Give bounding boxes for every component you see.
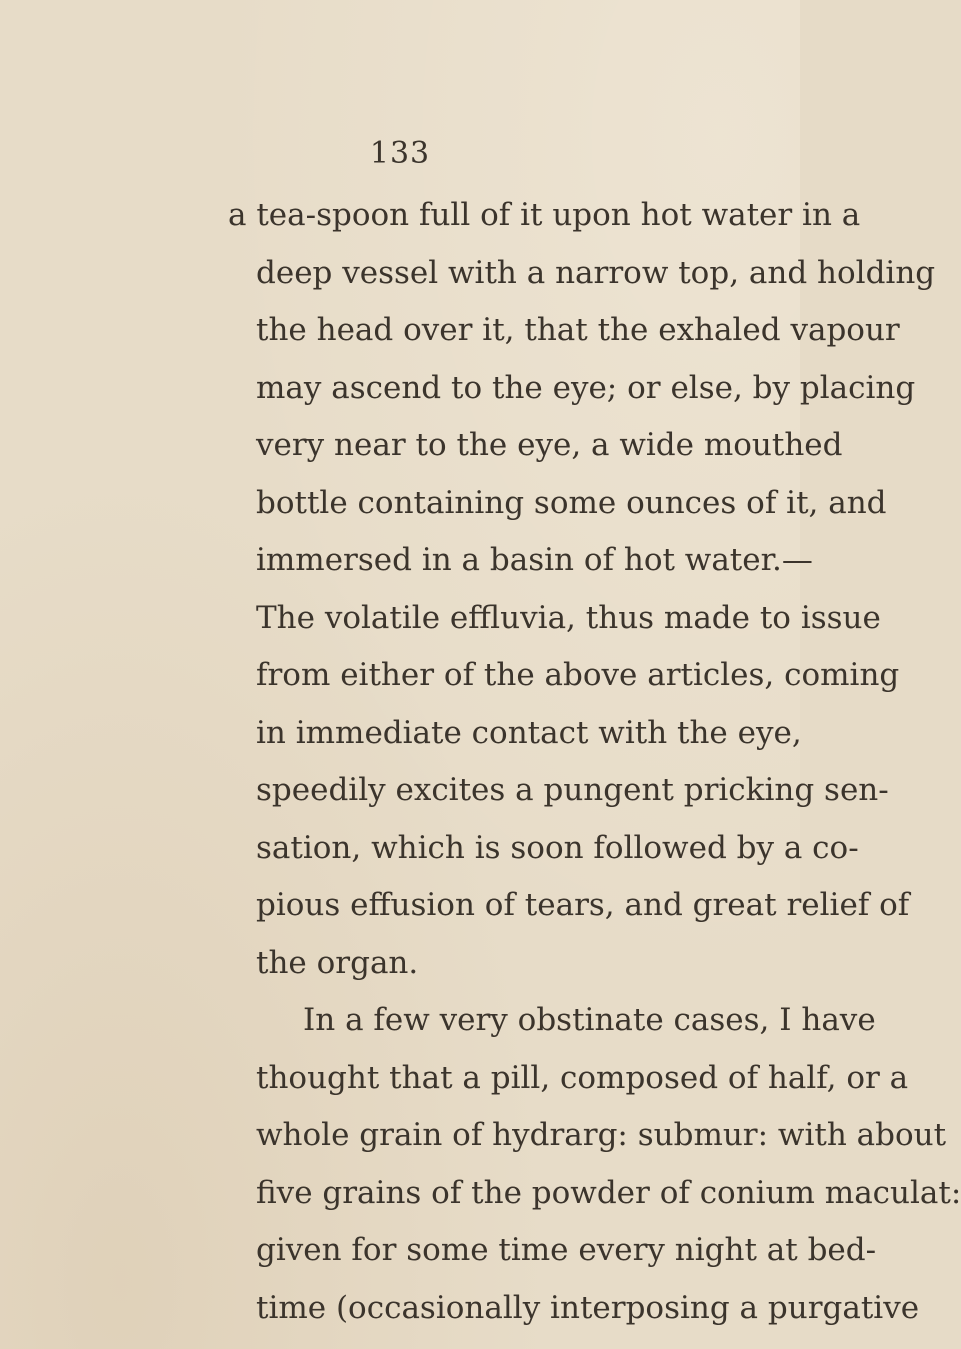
text-line: The volatile effluvia, thus made to issue [256,600,881,636]
text-line: pious effusion of tears, and great relief of [256,887,910,923]
text-line: time (occasionally interposing a purgative [256,1290,920,1326]
text-line: a tea-spoon full of it upon hot water in a [228,197,861,233]
text-line: the head over it, that the exhaled vapour [256,312,900,348]
text-line: five grains of the powder of conium maculat: [256,1175,961,1211]
text-line: In a few very obstinate cases, I have [303,1002,876,1038]
text-line: the organ. [256,945,419,981]
page-number: 133 [369,136,431,171]
text-line: may ascend to the eye; or else, by placing [256,370,916,406]
text-line: deep vessel with a narrow top, and holding [256,255,936,291]
text-line: immersed in a basin of hot water.— [256,542,813,578]
text-line: whole grain of hydrarg: submur: with about [256,1117,947,1153]
text-line: given for some time every night at bed- [256,1232,877,1268]
text-line: from either of the above articles, coming [256,657,900,693]
text-line: bottle containing some ounces of it, and [256,485,887,521]
text-line: in immediate contact with the eye, [256,715,802,751]
text-line: speedily excites a pungent pricking sen- [256,772,889,808]
text-line: thought that a pill, composed of half, or a [256,1060,909,1096]
text-line: very near to the eye, a wide mouthed [256,427,843,463]
text-line: sation, which is soon followed by a co- [256,830,859,866]
